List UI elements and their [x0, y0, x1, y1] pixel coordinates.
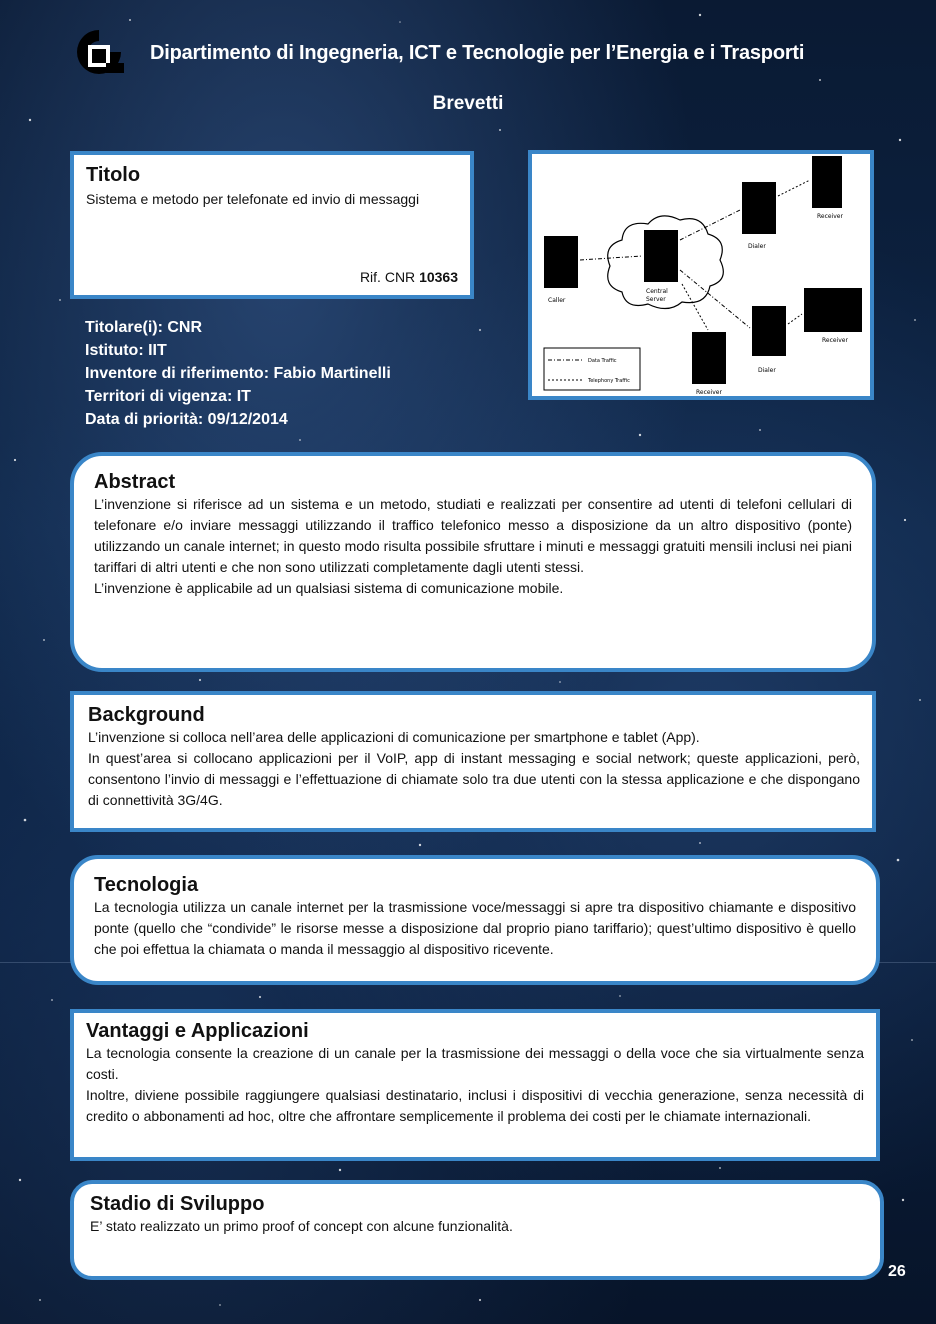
central-server-device: [644, 230, 678, 282]
dialer-bottom-label: Dialer: [758, 367, 776, 374]
background-text-2: In quest’area si collocano applicazioni per il VoIP, app di instant messaging e social network; queste applicazioni, però, consentono l’invio di messaggi e l’effettuazione di chiamate solo tra due utenti con la stessa applicazione e che dispongano di connettività 3G/4G.: [88, 750, 860, 808]
abstract-text-2: L’invenzione è applicabile ad un qualsiasi sistema di comunicazione mobile.: [94, 580, 564, 596]
stadio-text: E’ stato realizzato un primo proof of concept con alcune funzionalità.: [90, 1218, 513, 1234]
vantaggi-box: [70, 1009, 880, 1161]
titolo-box: [70, 151, 474, 299]
receiver-top-label: Receiver: [817, 213, 843, 220]
legend-data: Data Traffic: [588, 358, 617, 364]
patent-info: [85, 316, 391, 431]
caller-device: [544, 236, 578, 288]
priorita-line: Data di priorità: 09/12/2014: [85, 411, 288, 428]
background-text: L’invenzione si colloca nell’area delle applicazioni di comunicazione per smartphone e tablet (App).: [88, 729, 700, 745]
receiver-right-label: Receiver: [822, 337, 848, 344]
caller-label: Caller: [548, 297, 566, 304]
network-diagram: [532, 154, 870, 396]
titolo-text: Sistema e metodo per telefonate ed invio di messaggi: [86, 191, 420, 207]
diagram-legend: [544, 348, 640, 390]
rif-cnr: [360, 269, 458, 285]
titolo-heading: Titolo: [86, 164, 141, 186]
department-title: Dipartimento di Ingegneria, ICT e Tecnologie per l’Energia e i Trasporti: [150, 42, 805, 64]
receiver-top-device: [812, 156, 842, 208]
rif-number: 10363: [419, 269, 458, 285]
vantaggi-text-2: Inoltre, diviene possibile raggiungere qualsiasi destinatario, inclusi i dispositivi di vecchia generazione, senza necessità di credito o abbonamenti ad hoc, oltre che affrontare semplicemente il problema dei costi per le chiamate internazionali.: [86, 1087, 864, 1124]
cnr-logo: [72, 28, 126, 76]
page-number: 26: [888, 1263, 906, 1280]
tecnologia-text: La tecnologia utilizza un canale internet per la trasmissione voce/messaggi si apre tra dispositivo chiamante e dispositivo ponte (quello che “condivide” le risorse messe a disposizione dal proprio piano tariffario); quest’ultimo dispositivo è quello che poi effettua la chiamata o manda il messaggio al dispositivo ricevente.: [94, 899, 856, 957]
receiver-right-device: [804, 288, 862, 332]
dialer-bottom-device: [752, 306, 786, 356]
stadio-heading: Stadio di Sviluppo: [90, 1193, 265, 1215]
receiver-bottom-label: Receiver: [696, 389, 722, 396]
tecnologia-heading: Tecnologia: [94, 874, 199, 896]
background-heading: Background: [88, 704, 205, 726]
background-box: [70, 691, 876, 832]
abstract-heading: Abstract: [94, 471, 176, 493]
central-server-label: Central: [646, 288, 668, 295]
rif-label: Rif. CNR: [359, 269, 420, 285]
dialer-top-label: Dialer: [748, 243, 766, 250]
titolare-line: Titolare(i): CNR: [85, 319, 203, 336]
abstract-text: L’invenzione si riferisce ad un sistema e un metodo, studiati e realizzati per consentire ad utenti di telefoni cellulari di telefonare e/o inviare messaggi utilizzando il traffico telefonico messo a disposizione da un altro dispositivo (ponte) utilizzando un canale internet; in questo modo risulta possibile sfruttare i minuti e messaggi gratuiti mensili inclusi nei piani tariffari di altri utenti e che non sono utilizzati completamente dagli utenti stessi.: [94, 496, 852, 575]
istituto-line: Istituto: IIT: [85, 342, 167, 359]
stadio-box: [70, 1180, 884, 1280]
central-server-label-2: Server: [646, 296, 666, 303]
legend-telephony: Telephony Traffic: [588, 378, 630, 384]
diagram-box: [528, 150, 874, 400]
abstract-box: [70, 452, 876, 672]
tecnologia-box: [70, 855, 880, 985]
vantaggi-text: La tecnologia consente la creazione di un canale per la trasmissione dei messaggi o della voce che sia virtualmente senza costi.: [86, 1045, 864, 1082]
territori-line: Territori di vigenza: IT: [85, 388, 251, 405]
vantaggi-heading: Vantaggi e Applicazioni: [86, 1020, 309, 1042]
inventore-line: Inventore di riferimento: Fabio Martinelli: [85, 365, 391, 382]
dialer-top-device: [742, 182, 776, 234]
section-title: Brevetti: [432, 93, 504, 114]
receiver-bottom-device: [692, 332, 726, 384]
